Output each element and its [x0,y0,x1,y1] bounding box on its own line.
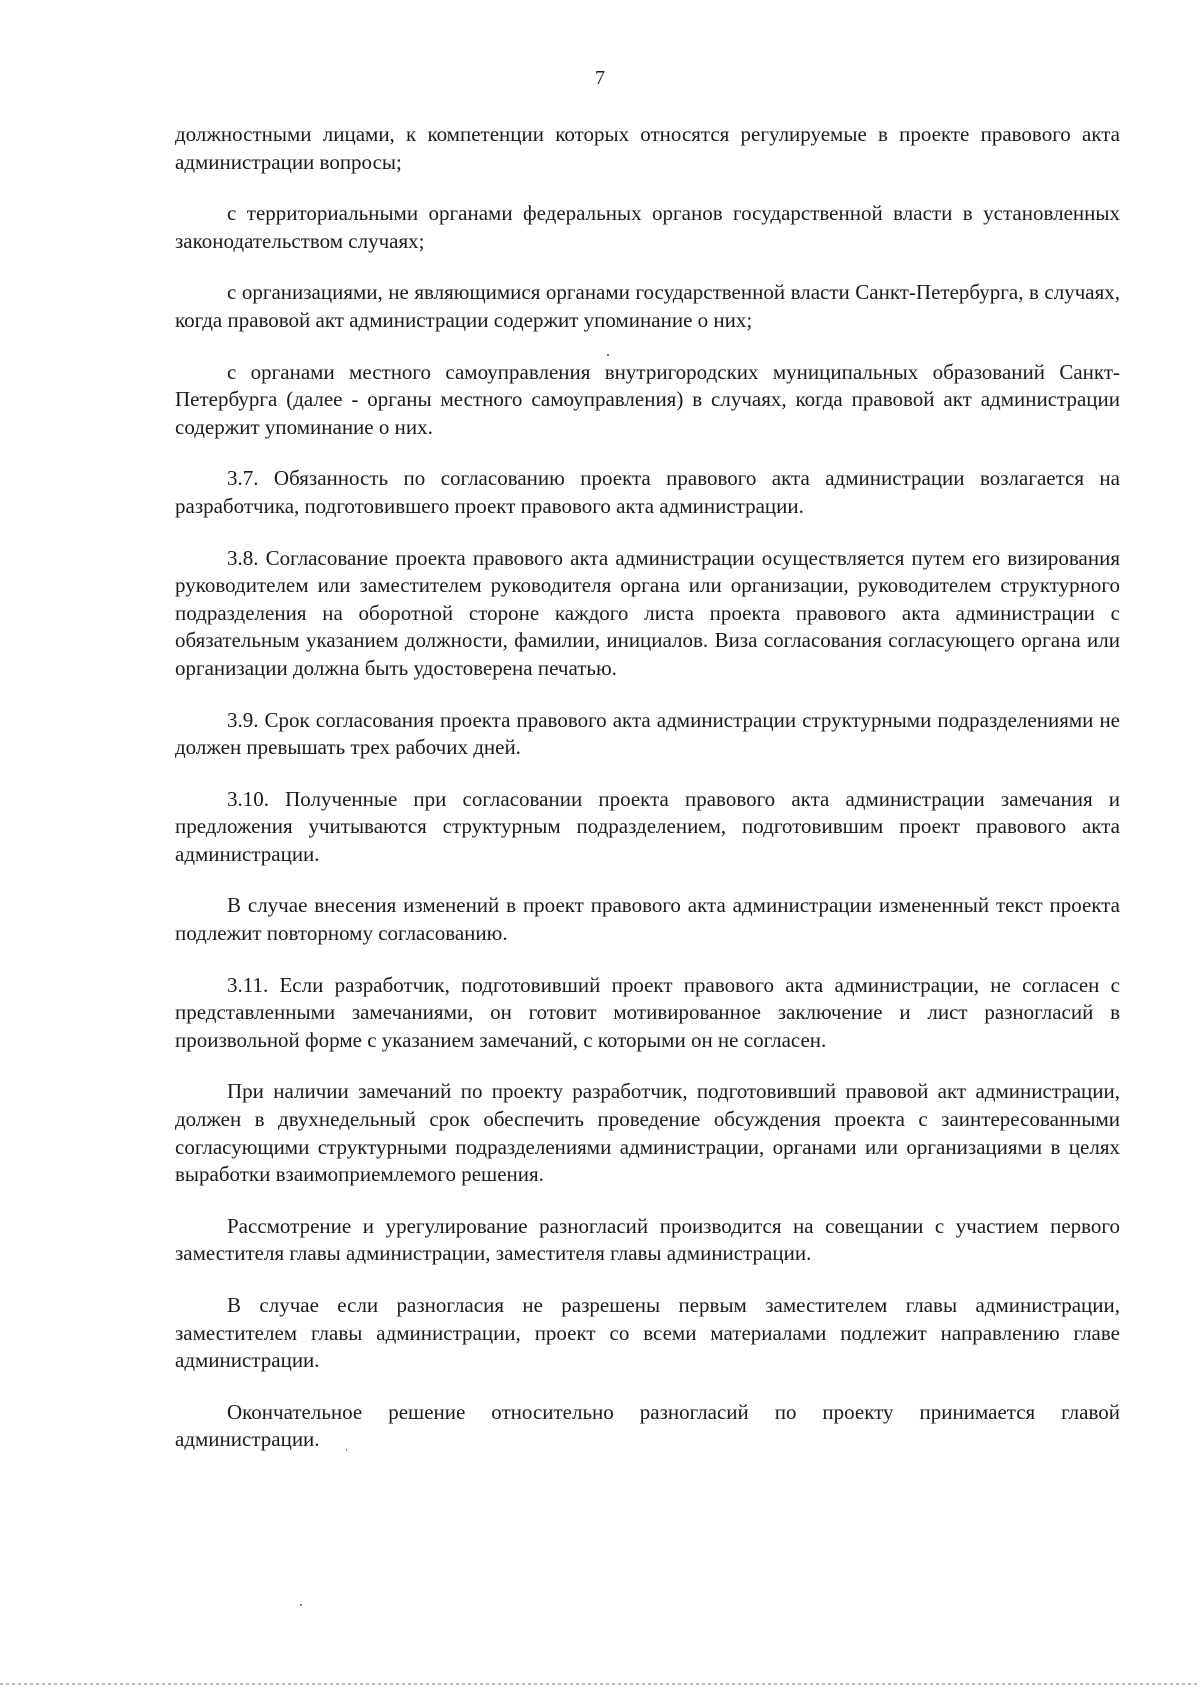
paragraph-3-8: 3.8. Согласование проекта правового акта администрации осуществляется путем его визирования руководителем или заместителем руководителя органа или организации, руководителем структурного подразделения на оборотной стороне каждого листа проекта правового акта администрации с обязательным указанием должности, фамилии, инициалов. Виза согласования согласующего органа или организации должна быть удостоверена печатью. [175,545,1120,680]
paragraph-3-11: 3.11. Если разработчик, подготовивший проект правового акта администрации, не согласен с представленными замечаниями, он готовит мотивированное заключение и лист разногласий в произвольной форме с указанием замечаний, с которыми он не согласен. [175,972,1120,1052]
paragraph-2: с территориальными органами федеральных органов государственной власти в установленных законодательством случаях; [175,201,1120,253]
paragraph-unresolved: В случае если разногласия не разрешены первым заместителем главы администрации, заместителем главы администрации, проект со всеми материалами подлежит направлению главе администрации. [175,1293,1120,1373]
paragraph-4: с органами местного самоуправления внутригородских муниципальных образований Санкт-Петербурга (далее - органы местного самоуправления) в случаях, когда правовой акт администрации содержит упоминание о них. [175,359,1120,439]
paragraph-1: должностными лицами, к компетенции которых относятся регулируемые в проекте правового акта администрации вопросы; [175,122,1120,174]
paragraph-3: с организациями, не являющимися органами государственной власти Санкт-Петербурга, в случаях, когда правовой акт администрации содержит упоминание о них; [175,280,1120,332]
paragraph-3-10: 3.10. Полученные при согласовании проекта правового акта администрации замечания и предложения учитываются структурным подразделением, подготовившим проект правового акта администрации. [175,786,1120,866]
paragraph-3-9: 3.9. Срок согласования проекта правового акта администрации структурными подразделениями не должен превышать трех рабочих дней. [175,707,1120,760]
scan-speck [300,1604,302,1606]
paragraph-3-7: 3.7. Обязанность по согласованию проекта правового акта администрации возлагается на разработчика, подготовившего проект правового акта администрации. [175,466,1120,518]
document-body [175,121,1120,1478]
scan-speck [346,1449,347,1451]
paragraph-remarks: При наличии замечаний по проекту разработчик, подготовивший правовой акт администрации, должен в двухнедельный срок обеспечить проведение обсуждения проекта с заинтересованными согласующими структурными подразделениями администрации, органами или организациями в целях выработки взаимоприемлемого решения. [175,1079,1120,1187]
paragraph-changes: В случае внесения изменений в проект правового акта администрации измененный текст проекта подлежит повторному согласованию. [175,893,1120,946]
page-number: 7 [595,67,605,89]
scan-edge-line [0,1683,1200,1685]
paragraph-final-decision: Окончательное решение относительно разногласий по проекту принимается главой администрации. [175,1399,1120,1452]
scan-speck [607,354,609,356]
paragraph-meeting: Рассмотрение и урегулирование разногласий производится на совещании с участием первого заместителя главы администрации, заместителя главы администрации. [175,1213,1120,1266]
